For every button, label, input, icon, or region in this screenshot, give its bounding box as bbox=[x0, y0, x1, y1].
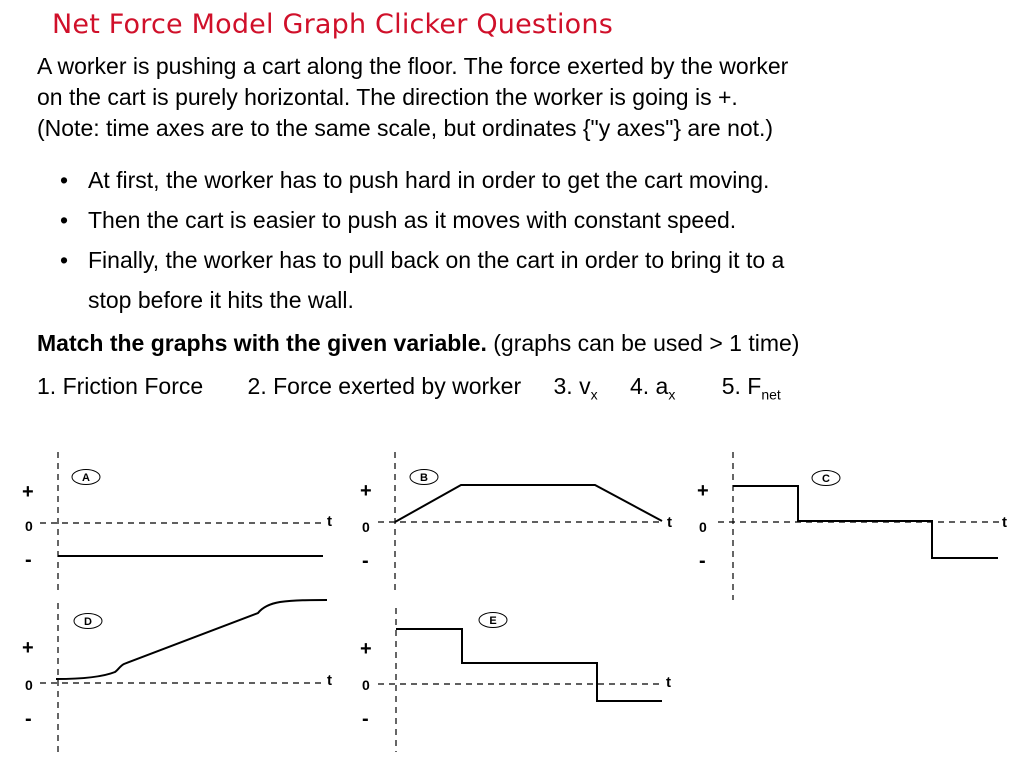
variable-fnet-main: 5. F bbox=[721, 373, 762, 399]
variable-ax-sub: x bbox=[668, 386, 676, 403]
graph-e-plus: + bbox=[360, 638, 372, 660]
graph-e-curve bbox=[396, 629, 662, 701]
graph-a-label: A bbox=[82, 472, 90, 484]
graph-c[interactable] bbox=[697, 452, 1007, 600]
graph-c-t-label: t bbox=[1002, 514, 1007, 531]
variable-ax-main: 4. a bbox=[629, 373, 669, 399]
graph-e-label: E bbox=[489, 615, 497, 627]
graph-d-minus: - bbox=[25, 708, 32, 730]
intro-line: on the cart is purely horizontal. The direction the worker is going is +. bbox=[37, 84, 738, 110]
bullet-marker: • bbox=[60, 207, 69, 233]
bullet-marker: • bbox=[60, 167, 69, 193]
intro-line: (Note: time axes are to the same scale, but ordinates {"y axes"} are not.) bbox=[37, 115, 774, 141]
graph-b[interactable] bbox=[360, 452, 672, 590]
graph-b-curve bbox=[395, 485, 662, 522]
graph-b-minus: - bbox=[362, 550, 369, 572]
graph-d-plus: + bbox=[22, 637, 34, 659]
graph-c-plus: + bbox=[697, 480, 709, 502]
variable-friction-force: 1. Friction Force bbox=[37, 373, 204, 399]
graph-d-curve bbox=[56, 600, 327, 679]
graph-e-minus: - bbox=[362, 708, 369, 730]
graph-a-t-label: t bbox=[327, 513, 332, 530]
match-instruction-bold: Match the graphs with the given variable. bbox=[37, 330, 487, 356]
graph-d-label: D bbox=[84, 616, 92, 628]
graph-a-zero: 0 bbox=[25, 518, 33, 534]
graph-b-label: B bbox=[420, 472, 428, 484]
graph-c-curve bbox=[733, 486, 998, 558]
bullet-text-continued: stop before it hits the wall. bbox=[88, 287, 354, 313]
bullet-marker: • bbox=[60, 247, 69, 273]
slide-title: Net Force Model Graph Clicker Questions bbox=[52, 9, 613, 40]
bullet-text: At first, the worker has to push hard in order to get the cart moving. bbox=[88, 167, 770, 193]
intro-line: A worker is pushing a cart along the floor. The force exerted by the worker bbox=[37, 53, 789, 79]
graph-d-t-label: t bbox=[327, 672, 332, 689]
graph-d[interactable] bbox=[22, 600, 332, 752]
graph-a-plus: + bbox=[22, 481, 34, 503]
graph-e-zero: 0 bbox=[362, 677, 370, 693]
graph-e-t-label: t bbox=[666, 674, 671, 691]
graph-e[interactable] bbox=[360, 608, 671, 752]
graph-c-label: C bbox=[822, 473, 830, 485]
graph-b-t-label: t bbox=[667, 514, 672, 531]
match-instruction-note: (graphs can be used > 1 time) bbox=[486, 330, 800, 356]
graph-c-minus: - bbox=[699, 550, 706, 572]
variable-force-by-worker: 2. Force exerted by worker bbox=[247, 373, 522, 399]
bullet-text: Finally, the worker has to pull back on the cart in order to bring it to a bbox=[88, 247, 785, 273]
graph-b-plus: + bbox=[360, 480, 372, 502]
graph-a[interactable] bbox=[22, 452, 332, 590]
variable-vx-main: 3. v bbox=[553, 373, 591, 399]
graph-b-zero: 0 bbox=[362, 519, 370, 535]
variable-vx-sub: x bbox=[590, 386, 598, 403]
graph-d-zero: 0 bbox=[25, 677, 33, 693]
graph-a-minus: - bbox=[25, 549, 32, 571]
variable-fnet-sub: net bbox=[761, 386, 781, 403]
graph-c-zero: 0 bbox=[699, 519, 707, 535]
bullet-text: Then the cart is easier to push as it moves with constant speed. bbox=[88, 207, 737, 233]
